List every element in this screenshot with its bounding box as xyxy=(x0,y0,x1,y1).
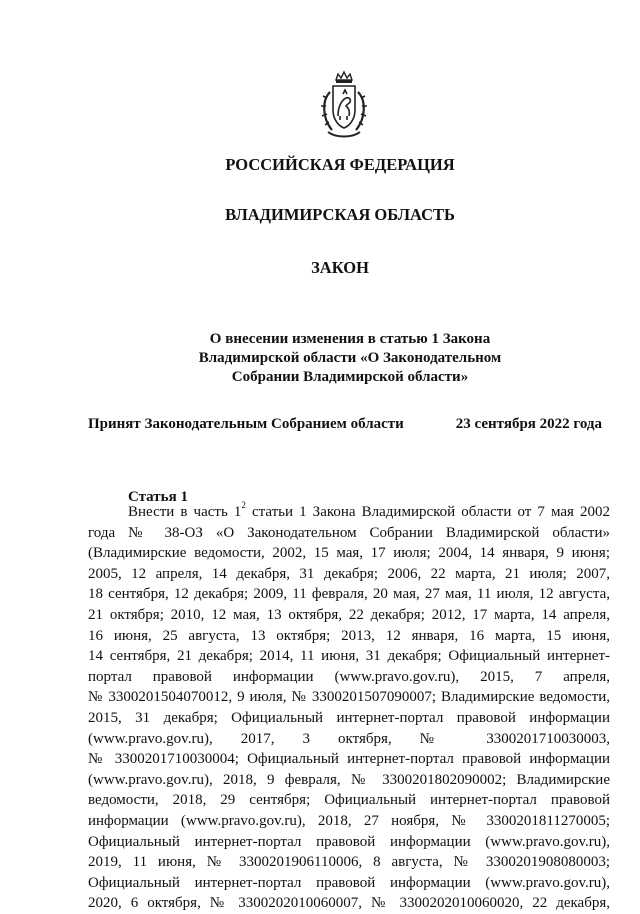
article-text-line: 21 октября; 2010, 12 мая, 13 октября, 22 декабря; 2012, 17 марта, 14 апреля, xyxy=(88,606,610,623)
article-text-line: 14 сентября, 21 декабря; 2014, 11 июня, 31 декабря; Официальный интернет- xyxy=(88,648,610,665)
article-body xyxy=(88,502,610,914)
article-text-line: портал правовой информации (www.pravo.gov.ru), 2015, 7 апреля, xyxy=(88,668,610,685)
law-title-line: О внесении изменения в статью 1 Закона xyxy=(209,331,491,347)
article-text-line: Официальный интернет-портал правовой информации (www.pravo.gov.ru), xyxy=(88,833,610,850)
header-doc-type: ЗАКОН xyxy=(311,258,369,277)
law-title-line: Собрании Владимирской области» xyxy=(231,369,469,385)
article-text-line: (www.pravo.gov.ru), 2018, 9 февраля, № 3300201802090002; Владимирские xyxy=(88,771,610,788)
article-text-line: (www.pravo.gov.ru), 2017, 3 октября, № 3300201710030003, xyxy=(88,730,610,747)
article-text-line: 2019, 11 июня, № 3300201906110006, 8 августа, № 3300201908080003; xyxy=(88,854,610,871)
article-text-line: информации (www.pravo.gov.ru), 2018, 27 ноября, № 3300201811270005; xyxy=(88,812,610,829)
law-title-line: Владимирской области «О Законодательном xyxy=(198,350,502,366)
coat-of-arms-emblem xyxy=(316,70,372,142)
header-country: РОССИЙСКАЯ ФЕДЕРАЦИЯ xyxy=(225,155,455,174)
article-text-line: 18 сентября, 12 декабря; 2009, 11 февраля, 20 мая, 27 мая, 11 июля, 12 августа, xyxy=(88,586,610,603)
adoption-line xyxy=(88,416,602,433)
article-text-line: ведомости, 2018, 29 сентября; Официальный интернет-портал правовой xyxy=(88,792,610,809)
article-text-line: 2005, 12 апреля, 14 декабря, 31 декабря; 2006, 22 марта, 21 июля; 2007, xyxy=(88,565,610,582)
part-superscript: 2 xyxy=(241,500,246,510)
law-title xyxy=(185,330,515,387)
first-line-start: Внести в часть 1 xyxy=(128,504,242,520)
article-text-line: 16 июня, 25 августа, 13 октября; 2013, 12 января, 16 марта, 15 июня, xyxy=(88,627,610,644)
adoption-date: 23 сентября 2022 года xyxy=(455,416,602,432)
adoption-label: Принят Законодательным Собранием области xyxy=(88,416,404,432)
article-first-line xyxy=(88,502,610,523)
article-text-line: Официальный интернет-портал правовой информации (www.pravo.gov.ru), xyxy=(88,874,610,891)
header-region: ВЛАДИМИРСКАЯ ОБЛАСТЬ xyxy=(225,205,455,224)
article-text-line: 2015, 31 декабря; Официальный интернет-портал правовой информации xyxy=(88,709,610,726)
article-text-line: (Владимирские ведомости, 2002, 15 мая, 17 июля; 2004, 14 января, 9 июня; xyxy=(88,545,610,562)
article-lines xyxy=(88,523,610,914)
article-text-line: года № 38-ОЗ «О Законодательном Собрании Владимирской области» xyxy=(88,524,610,541)
article-text-line: 2020, 6 октября, № 3300202010060007, № 3300202010060020, 22 декабря, xyxy=(88,895,610,912)
article-heading: Статья 1 xyxy=(128,489,188,505)
article-text-line: № 3300201710030004; Официальный интернет-портал правовой информации xyxy=(88,751,610,768)
first-line-end: статьи 1 Закона Владимирской области от 7 мая 2002 xyxy=(245,504,610,520)
article-text-line: № 3300201504070012, 9 июля, № 3300201507090007; Владимирские ведомости, xyxy=(88,689,610,706)
